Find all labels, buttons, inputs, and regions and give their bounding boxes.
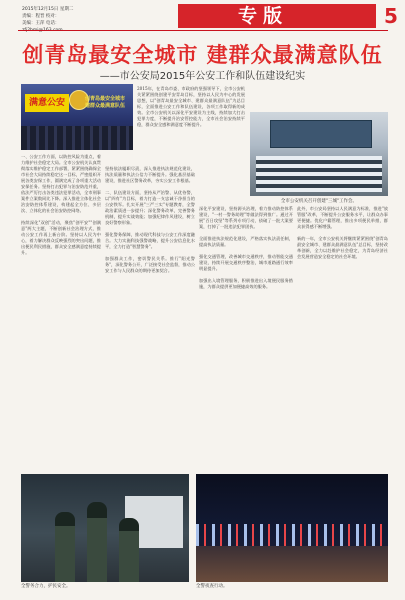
header-info: 2015年12月15日 星期二 责编：程晋 校对： 美编：王萍 电话： xyxy=(22,7,74,26)
article-column-4: 此外，市公安局坚持以人民满意为标准，推进"放管服"改革，不断提升公安服务水平，让群众办事更便捷。优化户籍管理，推出多项便民举措，群众获得感不断增强。 新的一年，全市公安机关将继续紧紧围绕"创青岛最安全城市、建群众最满意队伍"总目标，坚持改革创新，全力以赴维护社会稳定，为青岛经济社会发展营造安全稳定的社会环境。 xyxy=(297,206,388,259)
section-banner xyxy=(178,4,398,28)
article-column-1-top: 2015年，在青岛市委、市政府的坚强领导下，全市公安机关紧紧围绕创建平安青岛目标，坚持以人民为中心的发展思想，以"创青岛最安全城市、建群众最满意队伍"为总目标，全面推进公安工作和队伍建设，各项工作取得新的成效。全市公安机关以深化平安建设为主线，持续加大打击犯罪力度，不断提升治安管控能力，全市社会治安持续平稳，群众安全感和满意度不断提升。 xyxy=(137,86,245,127)
meeting-screen xyxy=(270,120,372,148)
meeting-audience xyxy=(256,156,382,192)
officer-figure xyxy=(55,512,75,582)
photo-caption: 全警务合力，护民安全。 xyxy=(21,584,71,589)
page-number: 5 xyxy=(376,4,405,28)
subheadline: ——市公安局2015年公安工作和队伍建设纪实 xyxy=(99,71,306,82)
photo-sign: 满意公安 xyxy=(25,94,69,112)
vehicle-lights xyxy=(196,524,388,546)
photo-caption: 全市公安机关召开创建"三城"工作会。 xyxy=(280,199,358,204)
photo-slogan: 创青岛最安全城市 建群众最满意队伍 xyxy=(85,96,126,109)
road xyxy=(196,546,388,582)
article-column-2: 坚持依法履职尽责，深入推进执法规范化建设，执法质量和执法公信力不断提升。强化基层基础建设，推进社区警务改革，夯实公安工作根基。 二、队伍建设方面，坚持从严治警、从优待警，以"四有"为目标，着力打造一支忠诚干净担当的公安铁军。扎实开展"三严三实"专题教育，全警政治素质进一步提升；深化警务改革，完善警务机制，提升实战效能；加强纪律作风建设，树立良好警察形象。 强化警务保障，推动现代科技与公安工作深度融合。大力实施科技强警战略，提升公安信息化水平，全力打造"智慧警务"。 加强群众工作，密切警民关系。推行"阳光警务"，深化警务公开，广泛接受社会监督，推动公安工作与人民群众的期待更加契合。 xyxy=(105,166,195,273)
article-column-3: 深化平安建设，坚持源头治理，着力推动防控体系建设，"一村一警务助理"等做法得到推广。通过开展"百日攻坚"等系列专项行动，侦破了一批大案要案，打掉了一批违法犯罪团伙。 全面推进执法规范化建设，严格落实执法责任制，提高执法质量。 强化交通管理，改善城市交通秩序，推动智能交通建设，持续开展交通秩序整治，城市道路通行效率明显提升。 加强出入境管理服务，积极推进出入境便民服务措施，为群众提供更加便捷高效的服务。 xyxy=(199,206,293,289)
photo-armed-police xyxy=(21,474,189,582)
photo-crowd xyxy=(21,126,133,150)
section-title: 专版 xyxy=(237,5,288,27)
headline: 创青岛最安全城市 建群众最满意队伍 xyxy=(22,43,383,67)
officer-figure xyxy=(119,518,139,582)
photo-meeting xyxy=(250,112,388,196)
photo-banner-image xyxy=(21,84,133,150)
page-header xyxy=(0,0,405,34)
photo-caption: 全警夜查行动。 xyxy=(196,584,228,589)
officer-figure xyxy=(87,502,107,582)
header-rule xyxy=(18,30,388,31)
photo-night-patrol xyxy=(196,474,388,582)
article-column-1: 一、公安工作方面，以防控风险为重点，着力维护社会稳定大局。全市公安机关认真贯彻落实维护稳定工作部署，紧紧围绕确保全市社会大局持续稳定这一目标，严密组织开展各类安保工作，圆满完成了各项重大活动安保任务。坚持打击犯罪与治安防范并重，依法严厉打击各类违法犯罪活动，全市刑事案件立案数同比下降。深入推进立体化社会治安防控体系建设，构建起全方位、多层次、立体化的社会治安防控网络。 持续深化"双创"活动，聚焦"创平安""创满意"两大主题，不断创新社会治理方式，推动公安工作再上新台阶。坚持以人民为中心，着力解决群众反映强烈的突出问题，推出便民利民措施，群众安全感满意度持续提升。 xyxy=(21,154,101,255)
